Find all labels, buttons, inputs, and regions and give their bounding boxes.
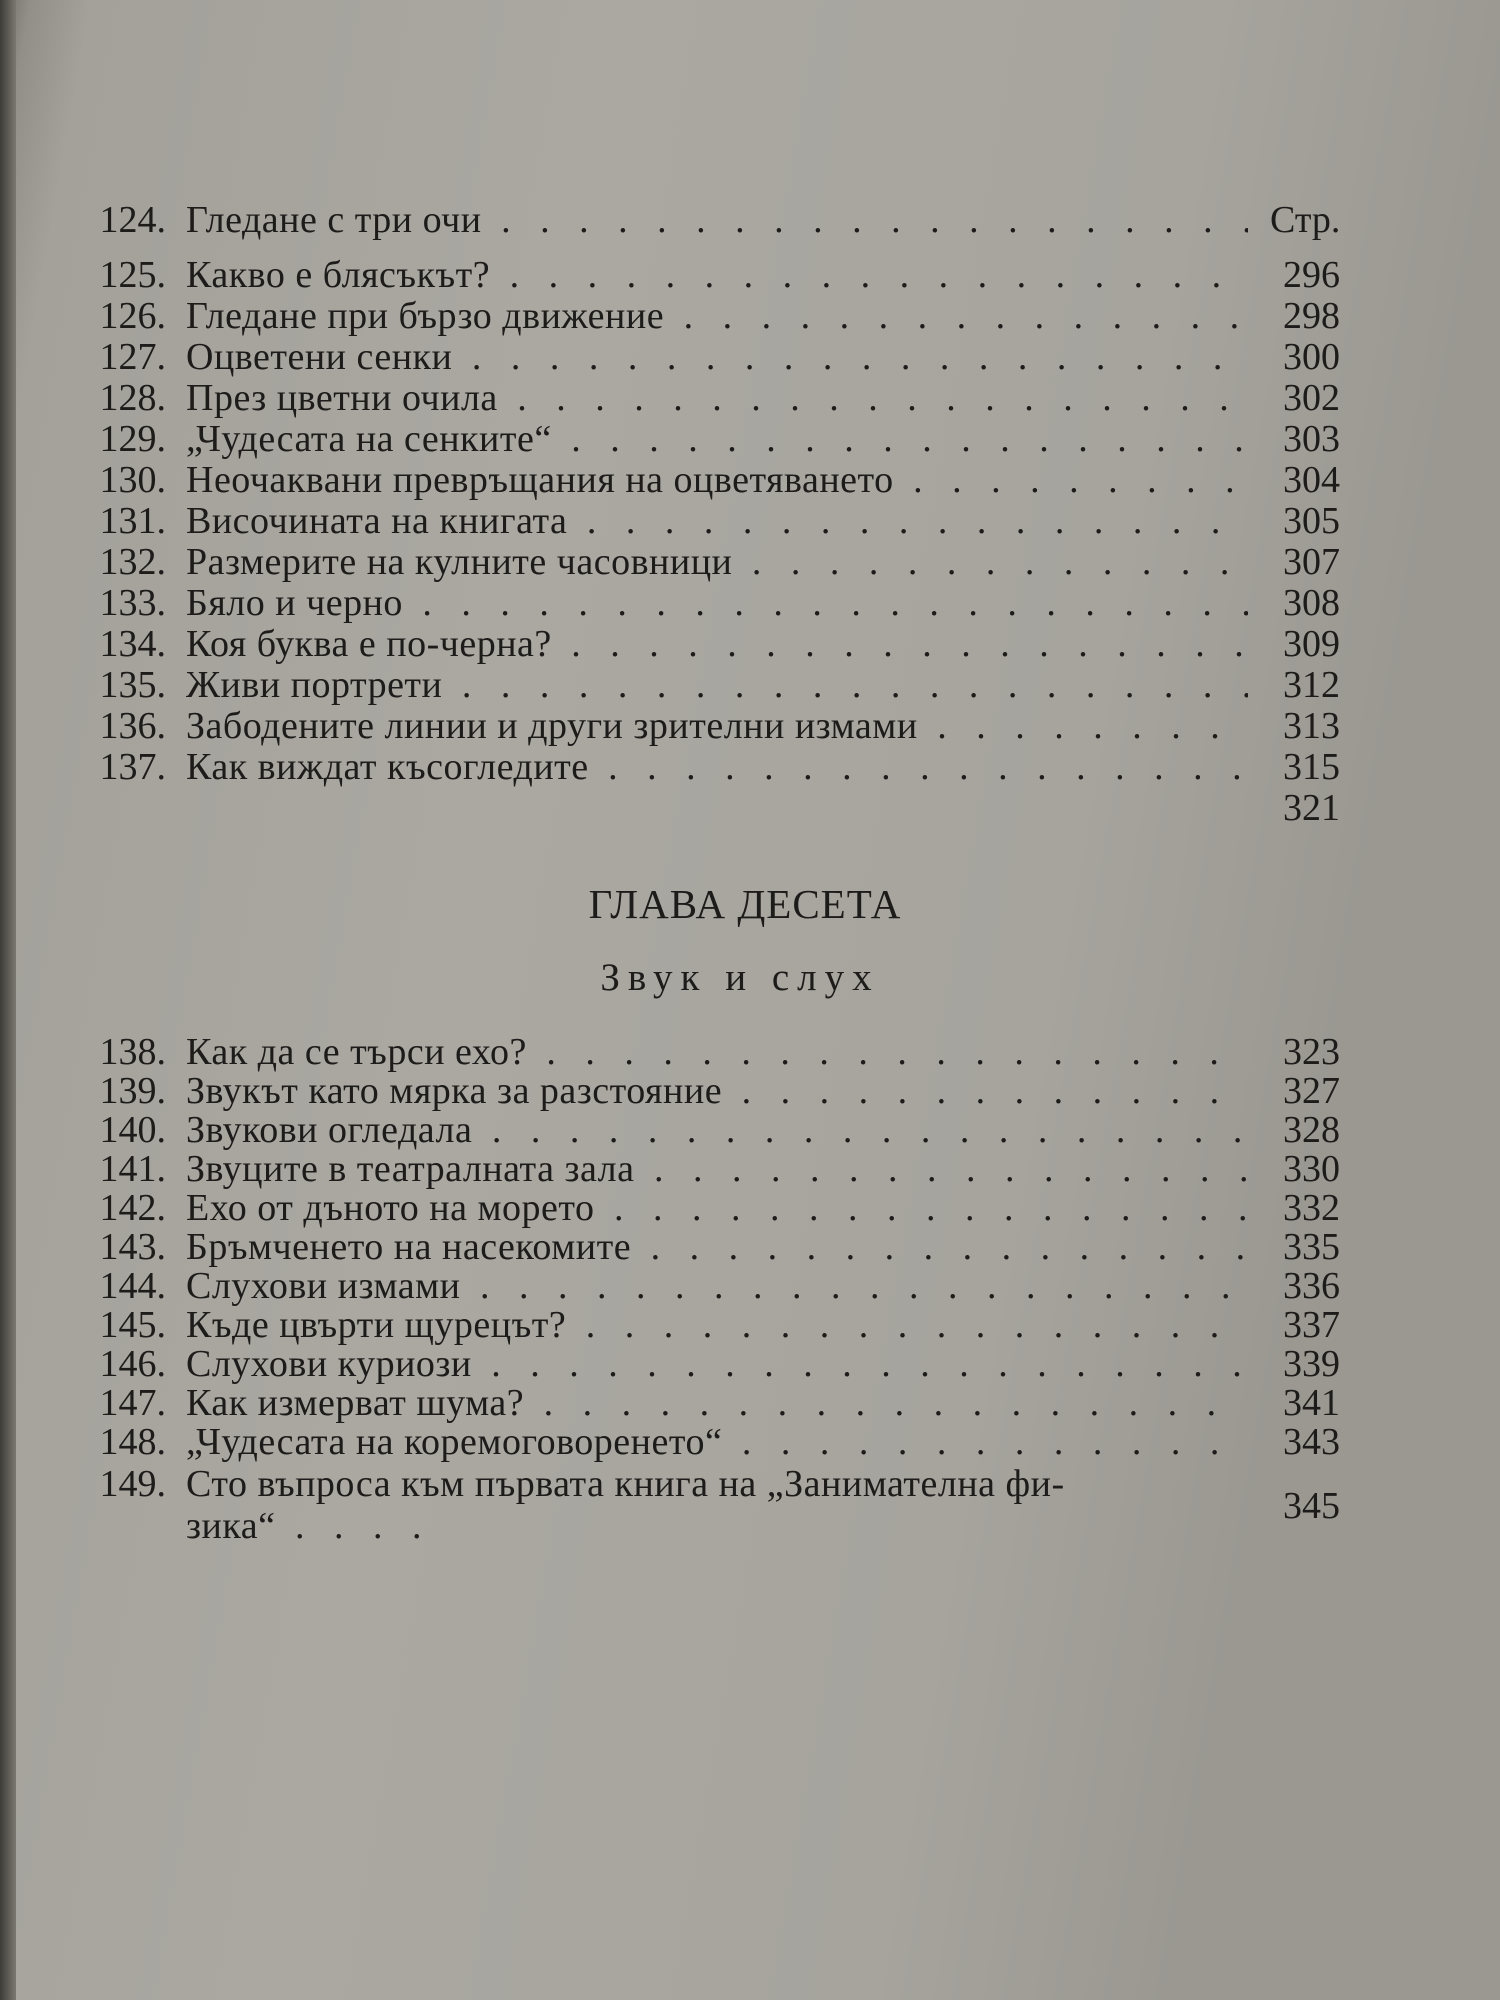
entry-title: Звукът като мярка за разстояние . . . <box>186 1071 1248 1111</box>
toc-entry-132 <box>88 542 1348 582</box>
entry-number: 142. <box>99 1187 166 1229</box>
toc-entry-138 <box>88 1032 1348 1072</box>
entry-title: Размерите на кулните часовници . . . <box>186 542 1248 582</box>
entry-page: 315 <box>1283 746 1340 788</box>
entry-number: 141. <box>99 1148 166 1190</box>
entry-page: 336 <box>1283 1265 1340 1307</box>
entry-page: 332 <box>1283 1187 1340 1229</box>
entry-page: 345 <box>1283 1485 1340 1527</box>
entry-page: 321 <box>1283 787 1340 829</box>
toc-entry-126 <box>88 296 1348 336</box>
entry-number: 130. <box>99 459 166 501</box>
entry-title: Слухови измами . . . <box>186 1266 1248 1306</box>
entry-page: 296 <box>1283 254 1340 296</box>
chapter-label: ГЛАВА ДЕСЕТА <box>588 881 902 927</box>
toc-entry-137 <box>88 747 1348 787</box>
toc-entry-135 <box>88 665 1348 705</box>
entry-title: Коя буква е по-черна? . . . <box>186 624 1248 664</box>
entry-number: 127. <box>99 336 166 378</box>
toc-entry-130 <box>88 460 1348 500</box>
entry-number: 133. <box>99 582 166 624</box>
entry-page: 312 <box>1283 664 1340 706</box>
entry-number: 139. <box>99 1070 166 1112</box>
toc-entry-124 <box>88 200 1348 240</box>
entry-number: 131. <box>99 500 166 542</box>
entry-number: 140. <box>99 1109 166 1151</box>
entry-page: 300 <box>1283 336 1340 378</box>
toc-entry-141 <box>88 1149 1348 1189</box>
toc-entry-140 <box>88 1110 1348 1150</box>
entry-title: Неочаквани превръщания на оцветяването . . . <box>186 460 1248 500</box>
entry-page: 328 <box>1283 1109 1340 1151</box>
entry-title: Къде цвърти щурецът? . . . <box>186 1305 1248 1345</box>
entry-page: 302 <box>1283 377 1340 419</box>
entry-number: 146. <box>99 1343 166 1385</box>
entry-number: 129. <box>99 418 166 460</box>
entry-page: 298 <box>1283 295 1340 337</box>
toc-entry-144 <box>88 1266 1348 1306</box>
entry-number: 149. <box>99 1463 166 1505</box>
entry-title: Сто въпроса към първата книга на „Занимателна фи- <box>186 1464 1065 1504</box>
toc-entry-137-page <box>88 788 1348 828</box>
entry-title: Как измерват шума? . . . <box>186 1383 1248 1423</box>
toc-entry-139 <box>88 1071 1348 1111</box>
entry-title: Какво е блясъкът? . . . <box>186 255 1248 295</box>
entry-title: Височината на книгата . . . <box>186 501 1248 541</box>
chapter-title: Звук и слух <box>600 956 880 999</box>
entry-page: 307 <box>1283 541 1340 583</box>
entry-number: 135. <box>99 664 166 706</box>
toc-entry-148 <box>88 1422 1348 1462</box>
toc-entry-146 <box>88 1344 1348 1384</box>
entry-number: 136. <box>99 705 166 747</box>
toc-entry-134 <box>88 624 1348 664</box>
toc-entry-125 <box>88 255 1348 295</box>
toc-entry-147 <box>88 1383 1348 1423</box>
entry-title: Слухови куриози . . . <box>186 1344 1248 1384</box>
entry-title: Бяло и черно . . . <box>186 583 1248 623</box>
entry-page: 330 <box>1283 1148 1340 1190</box>
entry-page: 308 <box>1283 582 1340 624</box>
toc-entry-133 <box>88 583 1348 623</box>
entry-page: 313 <box>1283 705 1340 747</box>
toc-entry-129 <box>88 419 1348 459</box>
entry-page: 335 <box>1283 1226 1340 1268</box>
toc-entry-127 <box>88 337 1348 377</box>
entry-page: 337 <box>1283 1304 1340 1346</box>
entry-title: „Чудесата на коремоговоренето“ . . . <box>186 1422 1248 1462</box>
entry-title: Звукови огледала . . . <box>186 1110 1248 1150</box>
entry-page: 305 <box>1283 500 1340 542</box>
entry-page: 327 <box>1283 1070 1340 1112</box>
entry-page: 343 <box>1283 1421 1340 1463</box>
entry-page: 309 <box>1283 623 1340 665</box>
page-column-label: Стр. <box>1270 199 1341 241</box>
toc-entry-131 <box>88 501 1348 541</box>
toc-entry-149 <box>88 1464 1348 1548</box>
entry-number: 148. <box>99 1421 166 1463</box>
entry-number: 144. <box>99 1265 166 1307</box>
toc-entry-145 <box>88 1305 1348 1345</box>
entry-number: 124. <box>99 199 166 241</box>
entry-number: 132. <box>99 541 166 583</box>
entry-title: Как да се търси ехо? . . . <box>186 1032 1248 1072</box>
entry-number: 128. <box>99 377 166 419</box>
entry-title: „Чудесата на сенките“ . . . <box>186 419 1248 459</box>
entry-title: Гледане при бързо движение . . . <box>186 296 1248 336</box>
entry-page: 304 <box>1283 459 1340 501</box>
toc-entry-136 <box>88 706 1348 746</box>
toc-entry-143 <box>88 1227 1348 1267</box>
entry-number: 138. <box>99 1031 166 1073</box>
entry-page: 303 <box>1283 418 1340 460</box>
entry-number: 126. <box>99 295 166 337</box>
entry-number: 143. <box>99 1226 166 1268</box>
entry-title: През цветни очила . . . <box>186 378 1248 418</box>
entry-number: 137. <box>99 746 166 788</box>
entry-number: 134. <box>99 623 166 665</box>
toc-entry-128 <box>88 378 1348 418</box>
entry-number: 147. <box>99 1382 166 1424</box>
entry-title: Ехо от дъното на морето . . . <box>186 1188 1248 1228</box>
entry-title: Звуците в театралната зала . . . <box>186 1149 1248 1189</box>
entry-page: 323 <box>1283 1031 1340 1073</box>
entry-title: Как виждат късогледите . . . <box>186 747 1248 787</box>
entry-number: 125. <box>99 254 166 296</box>
entry-title: Забодените линии и други зрителни измами . . . <box>186 706 1248 746</box>
entry-title: Гледане с три очи . . . <box>186 200 1248 240</box>
entry-title-continuation: зика“ . . . . <box>186 1506 1248 1546</box>
entry-page: 339 <box>1283 1343 1340 1385</box>
entry-title: Бръмченето на насекомите . . . <box>186 1227 1248 1267</box>
entry-title: Живи портрети . . . <box>186 665 1248 705</box>
entry-number: 145. <box>99 1304 166 1346</box>
entry-page: 341 <box>1283 1382 1340 1424</box>
toc-entry-142 <box>88 1188 1348 1228</box>
entry-title: Оцветени сенки . . . <box>186 337 1248 377</box>
